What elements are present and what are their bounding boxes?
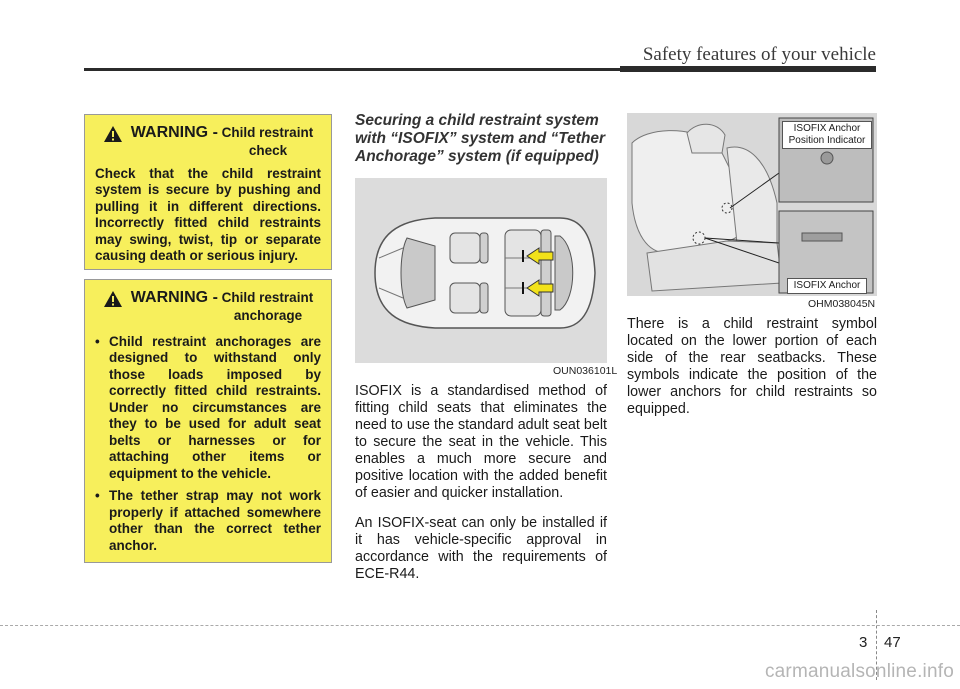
list-item xyxy=(95,488,321,554)
figure-code: OUN036101L xyxy=(553,365,618,377)
warning-heading xyxy=(95,125,321,143)
callout-anchor: ISOFIX Anchor xyxy=(787,278,867,294)
paragraph-isofix: ISOFIX is a standardised method of fitting child seats that eliminates the need to use the standard adult seat belt to secure the seat in the vehicle. This enables a much more secure and positive location with the added benefit of easier and quicker installation. xyxy=(355,383,607,501)
header-title: Safety features of your vehicle xyxy=(642,44,876,65)
warning-body: Check that the child restraint system is secure by pushing and pulling it in different directions. Incorrectly fitted child restraints may swing, twist, tip or separate causing death or serious injury. xyxy=(95,165,321,263)
figure-code: OHM038045N xyxy=(808,298,876,310)
bullet-text: Child restraint anchorages are designed to withstand only those loads imposed by correctly fitted child restraints. Under no circumstances are they to be used for adult seat belts or harnesses or for attaching other items or equipment to the vehicle. xyxy=(109,333,321,481)
warning-triangle-icon xyxy=(103,290,123,308)
warning-bullets xyxy=(95,334,321,555)
warning-topic: Child restraint xyxy=(221,125,314,140)
paragraph-symbol: There is a child restraint symbol located on the lower portion of each side of the rear seatbacks. These symbols indicate the position of the lower anchors for child restraints so equipped. xyxy=(627,316,877,417)
section-title: Securing a child restraint system with “ISOFIX” system and “Tether Anchorage” system (if equipped) xyxy=(355,112,606,165)
warning-word: WARNING - xyxy=(130,289,218,306)
warning-topic-line2: check xyxy=(248,143,288,158)
callout-anchor-indicator xyxy=(782,121,872,149)
warning-box-check xyxy=(84,114,332,270)
warning-topic: Child restraint xyxy=(221,290,314,305)
rear-seat-figure xyxy=(627,113,877,296)
bullet-dot: • xyxy=(95,488,100,503)
list-item xyxy=(95,334,321,483)
paragraph-approval: An ISOFIX-seat can only be installed if it has vehicle-specific approval in accordance with the requirements of ECE-R44. xyxy=(355,515,607,582)
warning-box-anchorage xyxy=(84,279,332,563)
warning-word: WARNING - xyxy=(130,124,218,141)
footer-dashed-rule xyxy=(0,625,960,626)
warning-triangle-icon xyxy=(103,125,123,143)
chapter-number: 3 xyxy=(859,634,868,651)
watermark: carmanualsonline.info xyxy=(764,661,954,682)
warning-topic-line2: anchorage xyxy=(233,308,303,323)
warning-heading xyxy=(95,290,321,308)
header-tab-bar xyxy=(620,66,876,72)
page-number: 47 xyxy=(884,634,901,651)
vehicle-top-view-figure xyxy=(355,178,607,363)
car-top-view-illustration xyxy=(355,178,607,363)
callout-line: Position Indicator xyxy=(788,135,866,146)
bullet-text: The tether strap may not work properly if attached somewhere other than the correct tether anchor. xyxy=(109,488,321,553)
callout-line: ISOFIX Anchor xyxy=(793,123,861,134)
bullet-dot: • xyxy=(95,333,100,349)
